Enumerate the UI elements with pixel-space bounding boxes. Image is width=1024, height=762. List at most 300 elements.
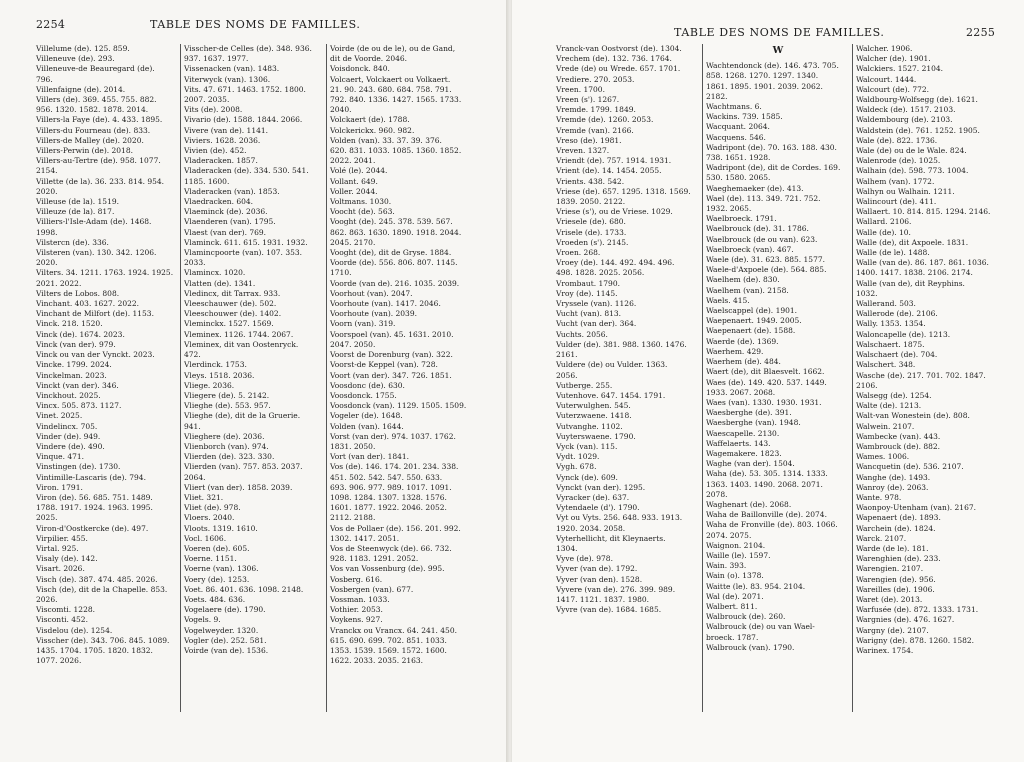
index-entry: Walenrode (de). 1025. [856,156,941,166]
index-entry: Volden (van). 1644. [330,421,404,431]
index-entry: Wagemakere. 1823. [706,448,782,458]
index-entry: Vleys. 1518. 2036. [184,370,255,380]
index-entry: Waele-d'Axpoele (de). 564. 885. [706,265,827,275]
index-entry: 2007. 2035. [184,95,230,105]
index-entry: Vinque. 471. [36,452,85,462]
index-entry: Vleminckx. 1527. 1569. [184,319,274,329]
index-entry: 620. 831. 1033. 1085. 1360. 1852. [330,146,462,156]
index-entry: Vlierden (de). 323. 330. [184,452,275,462]
index-entry: Walschaert. 1875. [856,339,925,349]
index-entry: Voorde (van de). 216. 1035. 2039. [330,278,460,288]
index-entry: Voorspoel (van). 45. 1631. 2010. [330,329,454,339]
index-entry: Vinstingen (de). 1730. [36,462,121,472]
index-entry: 2074. 2075. [706,530,752,540]
index-entry: Wargny (de). 2107. [856,625,929,635]
index-entry: 2056. [556,370,578,380]
index-entry: Walcourt (de). 772. [856,84,930,94]
index-entry: Voeren (de). 605. [184,543,250,553]
index-entry: Waret (de). 2013. [856,594,923,604]
index-entry: Waels. 415. [706,295,750,305]
index-entry: Vos de Steenwyck (de). 66. 732. [330,543,452,553]
index-entry: Vrechem (de). 132. 736. 1764. [556,54,672,64]
index-entry: Voykens. 927. [330,615,383,625]
index-entry: Vloots. 1319. 1610. [184,523,258,533]
index-entry: Vucht (van). 813. [556,309,622,319]
index-entry: Walle (de), dit Axpoele. 1831. [856,237,969,247]
index-entry: 928. 1183. 1291. 2052. [330,554,419,564]
index-entry: Wames. 1006. [856,452,910,462]
index-entry: Waelbrouck (de ou van). 623. [706,234,818,244]
index-entry: Vindere (de). 490. [36,441,105,451]
index-entry: 1353. 1539. 1569. 1572. 1600. [330,645,447,655]
index-entry: Visconti. 452. [36,615,88,625]
index-entry: Vivien (de). 452. [184,146,247,156]
index-entry: Vinckelman. 2023. [36,370,107,380]
index-entry: Voirde (van de). 1536. [184,645,269,655]
index-entry: Vos (de). 146. 174. 201. 234. 338. [330,462,459,472]
index-entry: Walhem (van). 1772. [856,176,935,186]
index-entry: Vindelincx. 705. [36,421,98,431]
index-entry: 1417. 1121. 1837. 1980. [556,594,650,604]
index-entry: 2045. 2170. [330,237,376,247]
index-entry: 615. 690. 699. 702. 851. 1033. [330,635,447,645]
index-entry: Vreen. 1700. [556,84,605,94]
index-entry: Vyvere (van de). 276. 399. 989. [556,584,676,594]
index-entry: Villeneuve (de). 293. [36,54,115,64]
index-entry: 2106. [856,380,878,390]
index-entry: Vynckt (van der). 1295. [556,482,646,492]
index-entry: Vooght (de). 245. 378. 539. 567. [330,217,453,227]
index-entry: Voisdonck. 840. [330,64,390,74]
index-entry: Waerhem. 429. [706,346,764,356]
index-entry: Vlierden (van). 757. 853. 2037. [184,462,303,472]
right-column-rule-2 [852,44,853,712]
left-column-rule-1 [180,44,181,712]
index-entry: Voorhoute (van). 2039. [330,309,417,319]
index-entry: Wareilles (de). 1906. [856,584,935,594]
index-entry: Vort (van der). 1841. [330,452,410,462]
index-entry: Villers-du Fourneau (de). 833. [36,125,151,135]
index-entry: 2025. [36,513,58,523]
index-entry: Wale (de) ou de le Wale. 824. [856,146,967,156]
index-entry: Wambecke (van). 443. [856,431,941,441]
index-entry: Vleeschauwer (de). 502. [184,299,277,309]
index-entry: Vlaeminck (de). 2036. [184,207,268,217]
index-entry: Wale (de). 822. 1736. [856,135,938,145]
index-entry: Volcaert, Volckaert ou Volkaert. [330,74,451,84]
index-entry: Walcher. 1906. [856,44,913,53]
index-entry: Vriesele (de). 680. [556,217,626,227]
index-entry: Warenghien (de). 233. [856,554,941,564]
index-entry: Viscomti. 1228. [36,605,96,615]
index-entry: Vliegere (de). 5. 2142. [184,390,270,400]
index-entry: Vuterzwaene. 1418. [556,411,632,421]
index-entry: Vinchant de Milfort (de). 1153. [36,309,154,319]
index-entry: Villeuze (de la). 817. [36,207,115,217]
index-entry: Vincke. 1799. 2024. [36,360,112,370]
index-entry: Wapenaert (de). 1893. [856,513,941,523]
index-entry: Warchein (de). 1824. [856,523,936,533]
index-entry: Vlaest (van der). 769. [184,227,267,237]
index-entry: Wargnies (de). 476. 1627. [856,615,955,625]
index-entry: Vinck. 218. 1520. [36,319,103,329]
index-entry: 693. 906. 977. 989. 1017. 1091. [330,482,452,492]
index-entry: Warde (de le). 181. [856,543,929,553]
index-entry: Vlieghe (de), dit de la Gruerie. [184,411,301,421]
index-entry: Voller. 2044. [330,186,378,196]
index-entry: Waeghemaeker (de). 413. [706,183,804,193]
left-column-rule-2 [326,44,327,712]
index-entry: Wain (o). 1378. [706,571,764,581]
left-index-column-2 [184,44,326,656]
index-entry: 862. 863. 1630. 1890. 1918. 2044. [330,227,462,237]
index-entry: Waffelaerts. 143. [706,438,771,448]
index-entry: Wallerode (de). 2106. [856,309,938,319]
index-entry: Vynck (de). 609. [556,472,618,482]
index-entry: Visch (de). 387. 474. 485. 2026. [36,574,158,584]
index-entry: Vuchts. 2056. [556,329,608,339]
index-entry: Wallerand. 503. [856,299,916,309]
index-entry: Vincx. 505. 873. 1127. [36,401,122,411]
index-entry: 2033. [184,258,206,268]
index-entry: Vlerdinck. 1753. [184,360,247,370]
index-entry: Vorst (van der). 974. 1037. 1762. [330,431,456,441]
index-entry: Vutberge. 255. [556,380,613,390]
index-entry: Vygh. 678. [556,462,597,472]
index-entry: Wanghe (de). 1493. [856,472,931,482]
index-entry: Waitte (le). 83. 954. 2104. [706,581,806,591]
index-entry: 1098. 1284. 1307. 1328. 1576. [330,492,447,502]
index-entry: Vliet (de). 978. [184,503,241,513]
index-entry: Vrisele (de). 1733. [556,227,627,237]
index-entry: Vledincx, dit Tarrax. 933. [184,288,281,298]
index-entry: 1435. 1704. 1705. 1820. 1832. [36,645,153,655]
index-entry: Vilstercn (de). 336. [36,237,109,247]
index-entry: Waelhem (van). 2158. [706,285,789,295]
index-entry: Viron (de). 56. 685. 751. 1489. [36,492,153,502]
index-entry: Viviers. 1628. 2036. [184,135,261,145]
index-entry: Vladeracken. 1857. [184,156,258,166]
index-entry: Vinckhout. 2025. [36,390,101,400]
index-entry: Walte (de). 1213. [856,401,922,411]
index-entry: Waignon. 2104. [706,540,766,550]
index-entry: Waelbroeck (van). 467. [706,244,794,254]
index-entry: 451. 502. 542. 547. 550. 633. [330,472,443,482]
index-entry: Viron. 1791. [36,482,83,492]
index-entry: Villiers-l'Isle-Adam (de). 1468. [36,217,152,227]
index-entry: Vriese (de). 657. 1295. 1318. 1569. [556,186,691,196]
index-entry: Walle (van de). 86. 187. 861. 1036. [856,258,989,268]
index-entry: Vladeracken (van). 1853. [184,186,280,196]
index-entry: Vinck ou van der Vynckt. 2023. [36,350,155,360]
index-entry: 2182. [706,91,728,101]
index-entry: Waonpoy-Utenham (van). 2167. [856,503,976,513]
index-entry: Visdelou (de). 1254. [36,625,113,635]
index-entry: Vosberg. 616. [330,574,383,584]
index-entry: Vuldere (de) ou Vulder. 1363. [556,360,668,370]
index-entry: 2020. [36,258,58,268]
index-entry: Vooght (de), dit de Gryse. 1884. [330,248,452,258]
index-entry: Waepenaert. 1949. 2005. [706,316,802,326]
index-entry: 1032. [856,288,878,298]
index-entry: Vivere (van de). 1141. [184,125,269,135]
index-entry: Waert (de), dit Blaesvelt. 1662. [706,367,825,377]
index-entry: 2064. [184,472,206,482]
index-entry: Walincourt (de). 411. [856,197,937,207]
index-entry: Vryssele (van). 1126. [556,299,637,309]
right-index-column-2 [706,44,850,653]
index-entry: Vinck (de). 1674. 2023. [36,329,125,339]
index-entry: Wasche (de). 217. 701. 702. 1847. [856,370,986,380]
index-entry: Waele (de). 31. 623. 885. 1577. [706,255,825,265]
index-entry: Voosdonc (de). 630. [330,380,405,390]
index-entry: Waesberghe (van). 1948. [706,418,801,428]
index-entry: Waerhem (de). 484. [706,357,781,367]
index-entry: Walschert. 348. [856,360,916,370]
index-entry: Walsegg (de). 1254. [856,390,932,400]
index-entry: 1185. 1600. [184,176,230,186]
index-entry: 956. 1320. 1582. 1878. 2014. [36,105,149,115]
index-entry: Vyvre (van de). 1684. 1685. [556,605,662,615]
right-page-number: 2255 [966,26,996,39]
index-entry: 2040. [330,105,352,115]
index-entry: Villeuse (de la). 1519. [36,197,120,207]
index-entry: Voosdonck. 1755. [330,390,397,400]
index-entry: Vivario (de). 1588. 1844. 2066. [184,115,303,125]
index-entry: dit de Voorde. 2046. [330,54,408,64]
index-entry: Vyver (van de). 1792. [556,564,638,574]
index-entry: Waldembourg (de). 2103. [856,115,953,125]
index-entry: Waescapelle. 2130. [706,428,780,438]
index-entry: Vlatten (de). 1341. [184,278,256,288]
right-index-column-1 [556,44,700,615]
index-entry: Vuterwulghen. 545. [556,401,631,411]
index-entry: Vyve (de). 978. [556,554,613,564]
index-entry: Voorst de Dorenburg (van). 322. [330,350,453,360]
index-entry: Vlamincx. 1020. [184,268,246,278]
index-entry: 1920. 2034. 2058. [556,523,626,533]
index-entry: 792. 840. 1336. 1427. 1565. 1733. [330,95,462,105]
index-entry: Vladeracken (de). 334. 530. 541. [184,166,309,176]
left-page-number: 2254 [36,18,66,31]
index-entry: Vloers. 2040. [184,513,235,523]
index-entry: Waille (le). 1597. [706,550,771,560]
index-entry: Vriese (s'), ou de Vriese. 1029. [556,207,673,217]
index-entry: Vogelweyder. 1320. [184,625,259,635]
left-running-head: TABLE DES NOMS DE FAMILLES. [150,18,361,31]
index-entry: Visscher-de Celles (de). 348. 936. [184,44,312,53]
index-entry: Villers-la Faye (de). 4. 433. 1895. [36,115,163,125]
index-entry: Vremde (de). 1260. 2053. [556,115,654,125]
index-entry: Voorn (van). 319. [330,319,396,329]
index-entry: Vissenacken (van). 1483. [184,64,280,74]
index-entry: Vleminex. 1126. 1744. 2067. [184,329,294,339]
index-entry: Vytendaele (d'). 1790. [556,503,640,513]
index-entry: Vucht (van der). 364. [556,319,637,329]
index-entry: Warengien. 2107. [856,564,924,574]
index-entry: 2022. 2041. [330,156,376,166]
index-entry: Vlieghere (de). 2036. [184,431,265,441]
index-entry: 1788. 1917. 1924. 1963. 1995. [36,503,153,513]
index-entry: Wacquens. 546. [706,132,766,142]
index-entry: 530. 1580. 2065. [706,173,771,183]
index-entry: Warinex. 1754. [856,645,914,655]
index-entry: Vutvanghe. 1102. [556,421,623,431]
index-entry: 2154. [36,166,58,176]
index-entry: Volckerickx. 960. 982. [330,125,415,135]
index-entry: Vinchant. 403. 1627. 2022. [36,299,140,309]
index-entry: Vyterhellicht, dit Kleynaerts. [556,533,666,543]
index-entry: Warck. 2107. [856,533,907,543]
index-entry: Wackins. 739. 1585. [706,112,783,122]
index-entry: Vranckx ou Vrancx. 64. 241. 450. [330,625,457,635]
index-entry: Waepenaert (de). 1588. [706,326,796,336]
index-entry: Wanroy (de). 2063. [856,482,929,492]
index-entry: 1622. 2033. 2035. 2163. [330,656,424,666]
index-entry: Voosdonck (van). 1129. 1505. 1509. [330,401,467,411]
index-entry: Walhyn ou Walhain. 1211. [856,186,955,196]
index-entry: Walckiers. 1527. 2104. [856,64,944,74]
index-entry: 2021. 2022. [36,278,82,288]
index-entry: Vreven. 1327. [556,146,610,156]
index-entry: 1998. [36,227,58,237]
index-entry: Walle (van de), dit Reyphins. [856,278,965,288]
index-entry: Voets. 484. 636. [184,594,246,604]
index-entry: Vreen (s'). 1267. [556,95,620,105]
index-entry: Wadripont (de), dit de Cordes. 169. [706,163,841,173]
index-entry: Vremde (van). 2166. [556,125,634,135]
index-entry: 1400. 1417. 1838. 2106. 2174. [856,268,973,278]
index-entry: 1710. [330,268,352,278]
index-entry: Vyver (van den). 1528. [556,574,643,584]
index-entry: 2020. [36,186,58,196]
index-entry: 472. [184,350,201,360]
index-entry: 498. 1828. 2025. 2056. [556,268,645,278]
index-entry: Walbrouck (de). 260. [706,612,786,622]
index-entry: Vrombaut. 1790. [556,278,620,288]
index-entry: Wallard. 2106. [856,217,912,227]
index-entry: Walbrouck (van). 1790. [706,642,795,652]
index-entry: Vits (de). 2008. [184,105,243,115]
index-entry: Wacquant. 2064. [706,122,770,132]
index-entry: Vlieghe (de). 553. 957. [184,401,271,411]
index-entry: Walbert. 811. [706,601,758,611]
index-entry: 937. 1637. 1977. [184,54,249,64]
index-entry: 1363. 1403. 1490. 2068. 2071. [706,479,823,489]
left-index-column-3 [330,44,490,666]
index-entry: Volden (van). 33. 37. 39. 376. [330,135,442,145]
index-entry: Vydt. 1029. [556,452,600,462]
index-entry: Voery (de). 1253. [184,574,250,584]
index-entry: Virtal. 925. [36,543,79,553]
index-entry: Villeneuve-de Beauregard (de). [36,64,155,74]
index-entry: Virpilier. 455. [36,533,88,543]
index-entry: Walwein. 2107. [856,421,915,431]
index-entry: Waldeck (de). 1517. 2103. [856,105,956,115]
index-entry: Visart. 2026. [36,564,85,574]
index-entry: Waldbourg-Wolfsegg (de). 1621. [856,95,978,105]
index-entry: 1933. 2067. 2068. [706,387,776,397]
right-running-head: TABLE DES NOMS DE FAMILLES. [674,26,885,39]
index-entry: Voltmans. 1030. [330,197,392,207]
index-entry: Vogler (de). 252. 581. [184,635,267,645]
index-entry: Vrede (de) ou Wrede. 657. 1701. [556,64,681,74]
index-entry: Vutenhove. 647. 1454. 1791. [556,390,666,400]
index-entry: Vlaenderen (van). 1795. [184,217,276,227]
left-page [0,0,508,762]
index-entry: Walle (de). 10. [856,227,911,237]
index-entry: Waelbrouck (de). 31. 1786. [706,224,809,234]
index-entry: Voorde (de). 556. 806. 807. 1145. [330,258,458,268]
right-column-rule-1 [702,44,703,712]
index-entry: Vocl. 1606. [184,533,227,543]
index-entry: Walt-van Wonestein (de). 808. [856,411,970,421]
index-entry: Vrient (de). 14. 1454. 2055. [556,166,662,176]
index-entry: Wael (de). 113. 349. 721. 752. [706,193,821,203]
index-entry: Vroy (de). 1145. [556,288,618,298]
index-entry: Vossman. 1033. [330,594,390,604]
index-entry: Voorhoute (van). 1417. 2046. [330,299,441,309]
index-entry: Vlienborch (van). 974. [184,441,269,451]
index-entry: Vreso (de). 1981. [556,135,622,145]
index-entry: Wambrouck (de). 882. [856,441,941,451]
index-entry: Walcher (de). 1901. [856,54,931,64]
index-entry: Voet. 86. 401. 636. 1098. 2148. [184,584,304,594]
index-entry: Waelbroeck. 1791. [706,214,777,224]
index-entry: Villers-de Malley (de). 2020. [36,135,144,145]
index-entry: Wachtendonck (de). 146. 473. 705. [706,61,839,71]
index-entry: Waha de Baillonville (de). 2074. [706,510,827,520]
index-entry: Vos van Vossenburg (de). 995. [330,564,445,574]
index-entry: Viterwyck (van). 1306. [184,74,271,84]
index-entry: 2047. 2050. [330,339,376,349]
index-entry: Villelume (de). 125. 859. [36,44,130,53]
index-entry: Villers (de). 369. 455. 755. 882. [36,95,157,105]
index-entry: Vranck-van Oostvorst (de). 1304. [556,44,682,53]
index-entry: Voort (van der). 347. 726. 1851. [330,370,452,380]
index-entry: 941. [184,421,201,431]
index-entry: Vinckt (van der). 346. [36,380,119,390]
index-entry: Wally. 1353. 1354. [856,319,926,329]
section-letter: W [772,45,784,56]
index-entry: Vinck (van der). 979. [36,339,116,349]
index-entry: Vleminex, dit van Oostenryck. [184,339,299,349]
index-entry: Waelhem (de). 830. [706,275,780,285]
index-entry: Walschaert (de). 704. [856,350,938,360]
index-entry: Vliert (van der). 1858. 2039. [184,482,293,492]
index-entry: Vlaedracken. 604. [184,197,254,207]
index-entry: Villers-au-Tertre (de). 958. 1077. [36,156,161,166]
index-entry: 1839. 2050. 2122. [556,197,626,207]
left-index-column-1 [36,44,178,666]
index-entry: Vogels. 9. [184,615,221,625]
index-entry: Wadripont (de). 70. 163. 188. 430. [706,142,837,152]
index-entry: Waerde (de). 1369. [706,336,779,346]
index-entry: Vilters de Lobos. 808. [36,288,120,298]
index-entry: Voocht (de). 563. [330,207,395,217]
index-entry: 2161. [556,350,578,360]
index-entry: Voerne. 1151. [184,554,237,564]
index-entry: Villers-Perwin (de). 2018. [36,146,133,156]
index-entry: 738. 1651. 1928. [706,153,771,163]
index-entry: Vriendt (de). 757. 1914. 1931. [556,156,672,166]
index-entry: Waha (de). 53. 305. 1314. 1333. [706,469,828,479]
index-entry: 1932. 2065. [706,204,752,214]
index-entry: Vyracker (de). 637. [556,492,630,502]
index-entry: Wancquetin (de). 536. 2107. [856,462,964,472]
index-entry: Vulder (de). 381. 988. 1360. 1476. [556,339,687,349]
index-entry: Waelscappel (de). 1901. [706,306,798,316]
